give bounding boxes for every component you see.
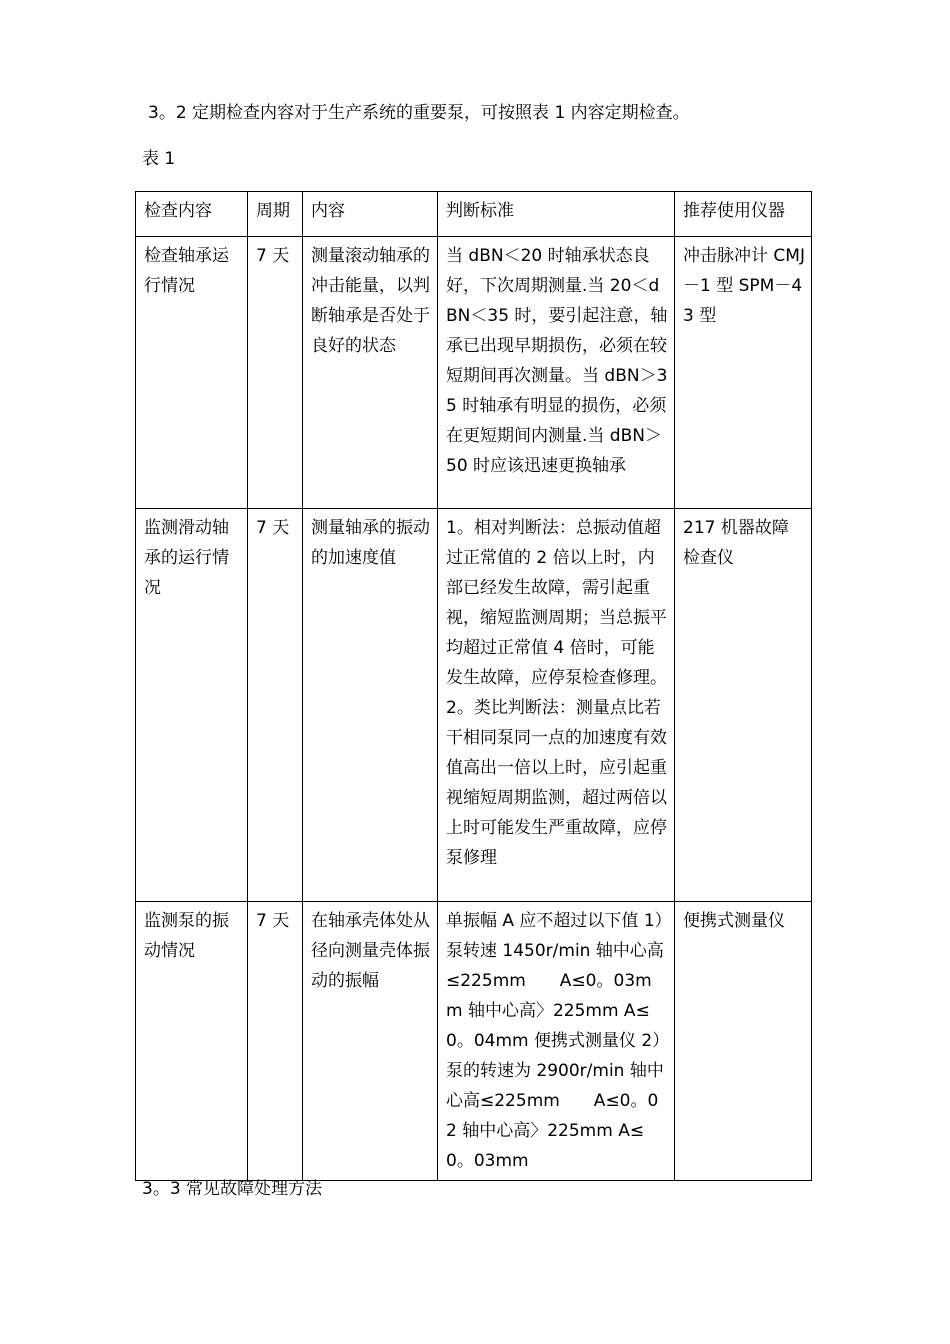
section-heading: 3。2 定期检查内容对于生产系统的重要泵，可按照表 1 内容定期检查。 [148, 103, 690, 123]
item-cell: 监测滑动轴承的运行情况 [136, 509, 248, 902]
period-cell: 7 天 [248, 509, 303, 902]
instrument-cell: 便携式测量仪 [675, 902, 812, 1181]
period-cell: 7 天 [248, 237, 303, 509]
item-cell: 检查轴承运行情况 [136, 237, 248, 509]
next-section-heading: 3。3 常见故障处理方法 [142, 1179, 323, 1199]
criteria-paragraph: 单振幅 A 应不超过以下值 1）泵转速 1450r/min 轴中心高≤225mm A≤0。03mm 轴中心高〉225mm A≤0。04mm 便携式测量仪 2）泵的转速为 2900r/min 轴中心高≤225mm A≤0。02 轴中心高〉225mm A≤0。03mm [446, 911, 664, 1171]
instrument-cell: 217 机器故障检查仪 [675, 509, 812, 902]
criteria-cell [438, 237, 675, 509]
table-row [136, 237, 812, 509]
item-cell: 监测泵的振动情况 [136, 902, 248, 1181]
criteria-paragraph: 2。类比判断法：测量点比若干相同泵同一点的加速度有效值高出一倍以上时，应引起重视缩短周期监测，超过两倍以上时可能发生严重故障，应停泵修理 [446, 698, 667, 868]
instrument-cell: 冲击脉冲计 CMJ－1 型 SPM－43 型 [675, 237, 812, 509]
table-row [136, 509, 812, 902]
header-cell: 检查内容 [136, 192, 248, 237]
header-cell: 内容 [303, 192, 438, 237]
header-cell: 推荐使用仪器 [675, 192, 812, 237]
content-cell: 测量滚动轴承的冲击能量，以判断轴承是否处于良好的状态 [303, 237, 438, 509]
table-header-row [136, 192, 812, 237]
header-cell: 周期 [248, 192, 303, 237]
criteria-cell [438, 902, 675, 1181]
criteria-paragraph: 1。相对判断法：总振动值超过正常值的 2 倍以上时，内部已经发生故障，需引起重视，缩短监测周期；当总振平均超过正常值 4 倍时，可能发生故障，应停泵检查修理。 [446, 518, 667, 688]
content-cell: 测量轴承的振动的加速度值 [303, 509, 438, 902]
criteria-cell [438, 509, 675, 902]
period-cell: 7 天 [248, 902, 303, 1181]
criteria-paragraph: 当 dBN＜20 时轴承状态良好，下次周期测量.当 20＜dBN＜35 时，要引起注意，轴承已出现早期损伤，必须在较短期间再次测量。当 dBN＞35 时轴承有明显的损伤，必须在更短期间内测量.当 dBN＞50 时应该迅速更换轴承 [446, 246, 668, 476]
table-caption: 表 1 [142, 149, 176, 169]
content-cell: 在轴承壳体处从径向测量壳体振动的振幅 [303, 902, 438, 1181]
header-cell: 判断标准 [438, 192, 675, 237]
table-row [136, 902, 812, 1181]
inspection-table [135, 191, 812, 1181]
